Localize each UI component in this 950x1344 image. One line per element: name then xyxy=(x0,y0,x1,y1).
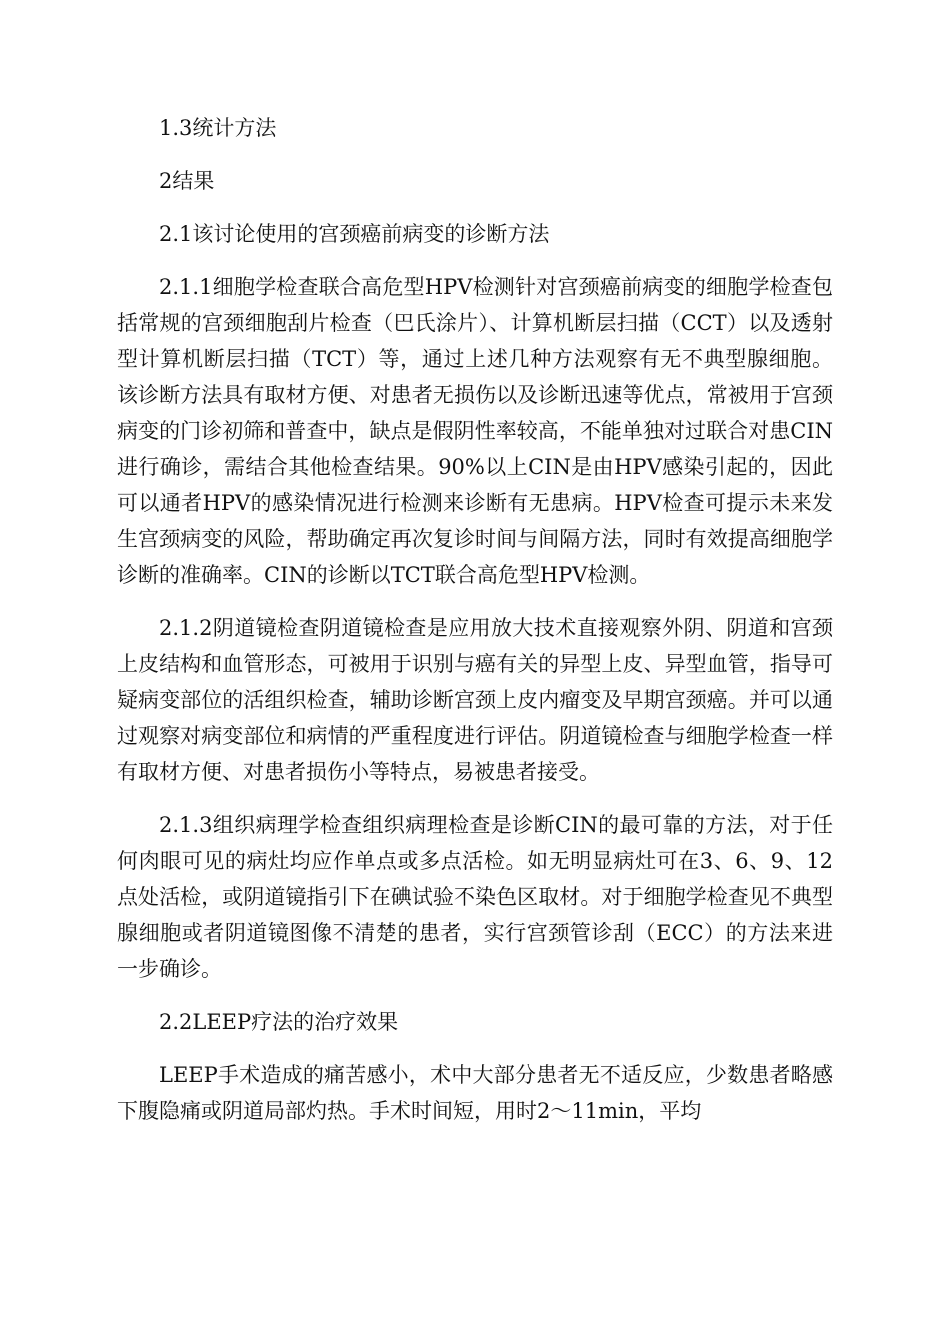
section-heading-results: 2结果 xyxy=(159,169,215,193)
paragraph-cytology-hpv: 2.1.1细胞学检查联合高危型HPV检测针对宫颈癌前病变的细胞学检查包括常规的宫颈细胞刮片检查（巴氏涂片）、计算机断层扫描（CCT）以及透射型计算机断层扫描（TCT）等，通过上述几种方法观察有无不典型腺细胞。该诊断方法具有取材方便、对患者无损伤以及诊断迅速等优点，常被用于宫颈病变的门诊初筛和普查中，缺点是假阴性率较高，不能单独对过联合对患CIN进行确诊，需结合其他检查结果。90%以上CIN是由HPV感染引起的，因此可以通者HPV的感染情况进行检测来诊断有无患病。HPV检查可提示未来发生宫颈病变的风险，帮助确定再次复诊时间与间隔方法，同时有效提高细胞学诊断的准确率。CIN的诊断以TCT联合高危型HPV检测。 xyxy=(117,275,833,587)
paragraph-histopathology: 2.1.3组织病理学检查组织病理检查是诊断CIN的最可靠的方法，对于任何肉眼可见的病灶均应作单点或多点活检。如无明显病灶可在3、6、9、12点处活检，或阴道镜指引下在碘试验不染色区取材。对于细胞学检查见不典型腺细胞或者阴道镜图像不清楚的患者，实行宫颈管诊刮（ECC）的方法来进一步确诊。 xyxy=(117,813,833,981)
subsection-heading-leep-effect: 2.2LEEP疗法的治疗效果 xyxy=(159,1010,399,1034)
paragraph-leep-surgery: LEEP手术造成的痛苦感小，术中大部分患者无不适反应，少数患者略感下腹隐痛或阴道局部灼热。手术时间短，用时2～11min，平均 xyxy=(117,1063,833,1123)
section-heading-statistics: 1.3统计方法 xyxy=(159,116,277,140)
subsection-heading-diagnosis-methods: 2.1该讨论使用的宫颈癌前病变的诊断方法 xyxy=(159,222,550,246)
paragraph-colposcopy: 2.1.2阴道镜检查阴道镜检查是应用放大技术直接观察外阴、阴道和宫颈上皮结构和血管形态，可被用于识别与癌有关的异型上皮、异型血管，指导可疑病变部位的活组织检查，辅助诊断宫颈上皮内瘤变及早期宫颈癌。并可以通过观察对病变部位和病情的严重程度进行评估。阴道镜检查与细胞学检查一样有取材方便、对患者损伤小等特点，易被患者接受。 xyxy=(117,616,833,784)
document-body xyxy=(117,110,833,1146)
